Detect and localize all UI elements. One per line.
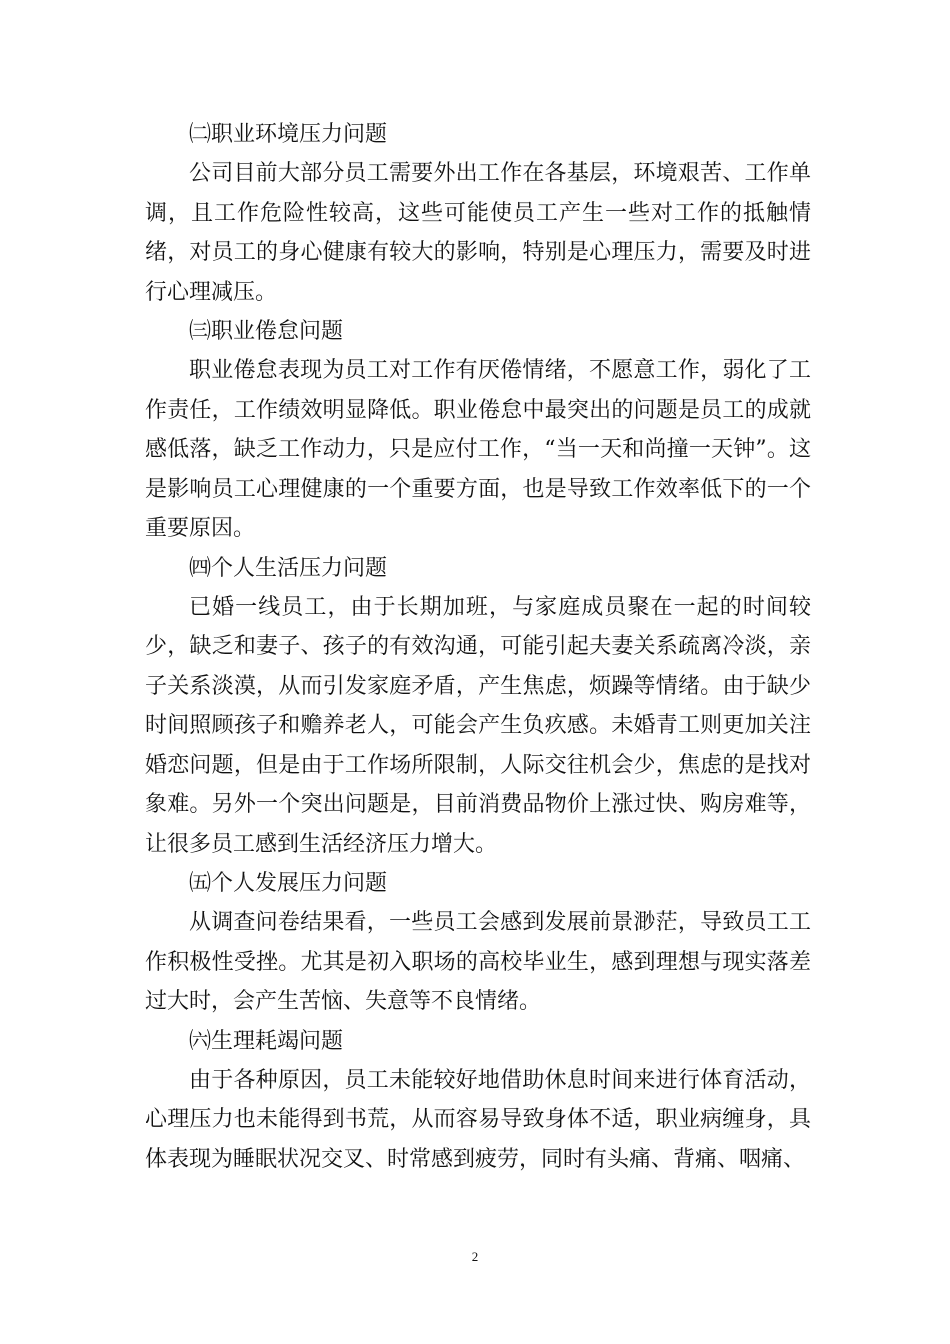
- document-body: [145, 115, 811, 1179]
- section-paragraph-4: 已婚一线员工，由于长期加班，与家庭成员聚在一起的时间较少，缺乏和妻子、孩子的有效沟通，可能引起夫妻关系疏离冷淡，亲子关系淡漠，从而引发家庭矛盾，产生焦虑，烦躁等情绪。由于缺少时间照顾孩子和赡养老人，可能会产生负疚感。未婚青工则更加关注婚恋问题，但是由于工作场所限制，人际交往机会少，焦虑的是找对象难。另外一个突出问题是，目前消费品物价上涨过快、购房难等，让很多员工感到生活经济压力增大。: [145, 594, 811, 857]
- section-heading-6: ㈥生理耗竭问题: [189, 1028, 344, 1054]
- section-paragraph-6: 由于各种原因，员工未能较好地借助休息时间来进行体育活动，心理压力也未能得到书荒，从而容易导致身体不适，职业病缠身，具体表现为睡眠状况交叉、时常感到疲劳，同时有头痛、背痛、咽痛、: [145, 1067, 811, 1172]
- section-paragraph-2: 公司目前大部分员工需要外出工作在各基层，环境艰苦、工作单调，且工作危险性较高，这些可能使员工产生一些对工作的抵触情绪，对员工的身心健康有较大的影响，特别是心理压力，需要及时进行心理减压。: [145, 161, 811, 305]
- section-paragraph-5: 从调查问卷结果看，一些员工会感到发展前景渺茫，导致员工工作积极性受挫。尤其是初入职场的高校毕业生，感到理想与现实落差过大时，会产生苦恼、失意等不良情绪。: [145, 910, 811, 1014]
- section-heading-3: ㈢职业倦怠问题: [189, 319, 344, 344]
- section-heading-5: ㈤个人发展压力问题: [189, 871, 388, 896]
- section-heading-2: ㈡职业环境压力问题: [189, 122, 388, 147]
- section-paragraph-3: 职业倦怠表现为员工对工作有厌倦情绪，不愿意工作，弱化了工作责任，工作绩效明显降低。职业倦怠中最突出的问题是员工的成就感低落，缺乏工作动力，只是应付工作，“当一天和尚撞一天钟”。这是影响员工心理健康的一个重要方面，也是导致工作效率低下的一个重要原因。: [145, 358, 811, 541]
- section-heading-4: ㈣个人生活压力问题: [189, 555, 388, 581]
- page-number: 2: [471, 1249, 479, 1264]
